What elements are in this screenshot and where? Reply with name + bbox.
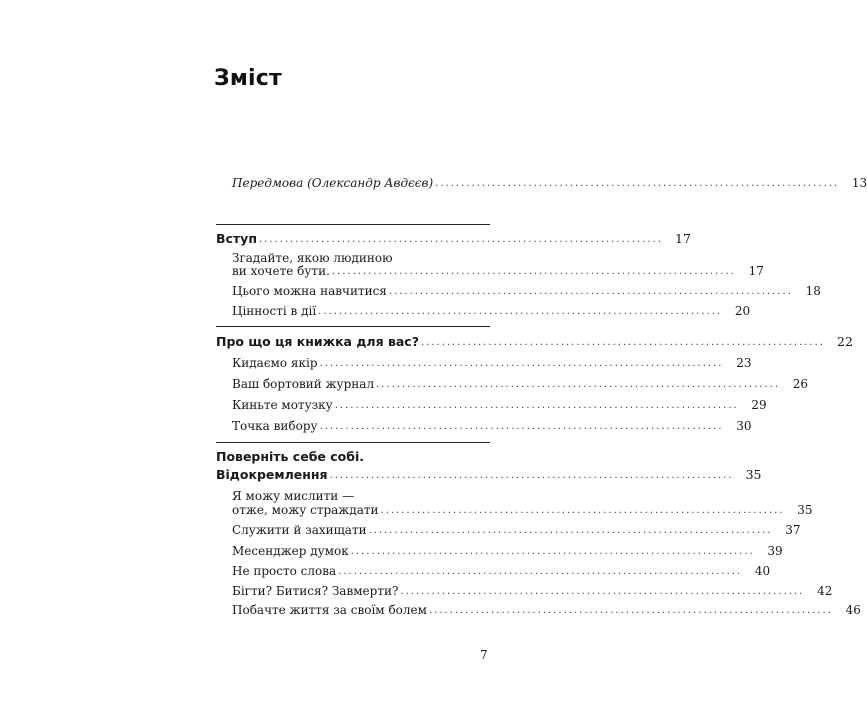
- toc-section-intro[interactable]: [216, 231, 691, 246]
- leader-dots: ..............................................................................: [388, 286, 793, 297]
- toc-entry-label: Киньте мотузку: [232, 398, 333, 412]
- toc-entry-rope[interactable]: [232, 398, 767, 412]
- toc-entry-label: Цього можна навчитися: [232, 284, 387, 298]
- toc-section-label: Відокремлення: [216, 467, 328, 482]
- toc-page-number: 17: [675, 231, 691, 246]
- toc-page-number: 13: [851, 176, 867, 190]
- toc-entry-label: ви хочете бути.: [232, 264, 330, 278]
- leader-dots: ..............................................................................: [420, 337, 825, 348]
- toc-entry-not-just-words[interactable]: [232, 564, 771, 578]
- toc-page-number: 18: [805, 284, 821, 298]
- toc-entry-label: Кидаємо якір: [232, 356, 318, 370]
- toc-entry-label: Точка вибору: [232, 419, 318, 433]
- toc-entry-label-line1[interactable]: Згадайте, якою людиною: [232, 251, 393, 265]
- leader-dots: ..............................................................................: [368, 525, 773, 536]
- toc-page-number: 35: [745, 467, 762, 482]
- toc-entry-serve-protect[interactable]: [232, 523, 801, 537]
- toc-page-number: 37: [785, 523, 801, 537]
- leader-dots: ..............................................................................: [319, 421, 724, 432]
- toc-entry-label: Цінності в дії: [232, 304, 317, 318]
- toc-entry-label: отже, можу страждати: [232, 503, 379, 517]
- toc-entry-label: Ваш бортовий журнал: [232, 377, 375, 391]
- toc-section-label-line1[interactable]: Поверніть себе собі.: [216, 449, 365, 464]
- leader-dots: ..............................................................................: [318, 306, 723, 317]
- toc-section-label: Вступ: [216, 231, 257, 246]
- section-divider: [216, 326, 490, 327]
- toc-page-number: 46: [845, 603, 861, 617]
- leader-dots: ..............................................................................: [400, 586, 805, 597]
- toc-page-number: 17: [748, 264, 764, 278]
- toc-entry-can-learn[interactable]: [232, 284, 821, 298]
- toc-entry-values[interactable]: [232, 304, 751, 318]
- toc-page-number: 35: [797, 503, 813, 517]
- leader-dots: ..............................................................................: [334, 400, 739, 411]
- toc-entry-label: Передмова (Олександр Авдєєв): [232, 176, 434, 190]
- page-number: 7: [480, 648, 488, 662]
- toc-page-number: 39: [767, 544, 783, 558]
- leader-dots: ..............................................................................: [331, 266, 736, 277]
- toc-entry-anchor[interactable]: [232, 356, 752, 370]
- toc-entry-label-line1[interactable]: Я можу мислити —: [232, 489, 355, 503]
- toc-page-number: 29: [751, 398, 767, 412]
- toc-entry-label: Месенджер думок: [232, 544, 349, 558]
- leader-dots: ..............................................................................: [329, 470, 734, 481]
- toc-entry-i-think[interactable]: [232, 503, 813, 517]
- toc-page-number: 42: [817, 584, 833, 598]
- toc-entry-label: Служити й захищати: [232, 523, 367, 537]
- toc-entry-choice-point[interactable]: [232, 419, 752, 433]
- leader-dots: ..............................................................................: [435, 178, 840, 189]
- toc-section-defusion[interactable]: [216, 467, 762, 482]
- toc-entry-remember-who[interactable]: [232, 264, 764, 278]
- toc-entry-label: Побачте життя за своїм болем: [232, 603, 427, 617]
- toc-entry-see-life[interactable]: [232, 603, 861, 617]
- toc-page-number: 30: [736, 419, 752, 433]
- toc-entry-logbook[interactable]: [232, 377, 809, 391]
- toc-section-about-book[interactable]: [216, 334, 853, 349]
- toc-page-number: 40: [754, 564, 771, 578]
- leader-dots: ..............................................................................: [380, 505, 785, 516]
- toc-entry-thought-messenger[interactable]: [232, 544, 783, 558]
- toc-entry-preface[interactable]: [232, 176, 867, 190]
- leader-dots: ..............................................................................: [350, 546, 755, 557]
- toc-entry-label: Бігти? Битися? Завмерти?: [232, 584, 399, 598]
- leader-dots: ..............................................................................: [338, 566, 743, 577]
- section-divider: [216, 442, 490, 443]
- toc-page-number: 22: [837, 334, 853, 349]
- leader-dots: ..............................................................................: [258, 234, 663, 245]
- toc-page-number: 23: [736, 356, 752, 370]
- toc-entry-label: Не просто слова: [232, 564, 337, 578]
- toc-page-number: 26: [792, 377, 809, 391]
- toc-page-number: 20: [734, 304, 751, 318]
- page-title: Зміст: [214, 66, 282, 91]
- leader-dots: ..............................................................................: [376, 379, 781, 390]
- section-divider: [216, 224, 490, 225]
- leader-dots: ..............................................................................: [319, 358, 724, 369]
- toc-section-label: Про що ця книжка для вас?: [216, 334, 419, 349]
- toc-entry-fight-flight[interactable]: [232, 584, 833, 598]
- leader-dots: ..............................................................................: [428, 605, 833, 616]
